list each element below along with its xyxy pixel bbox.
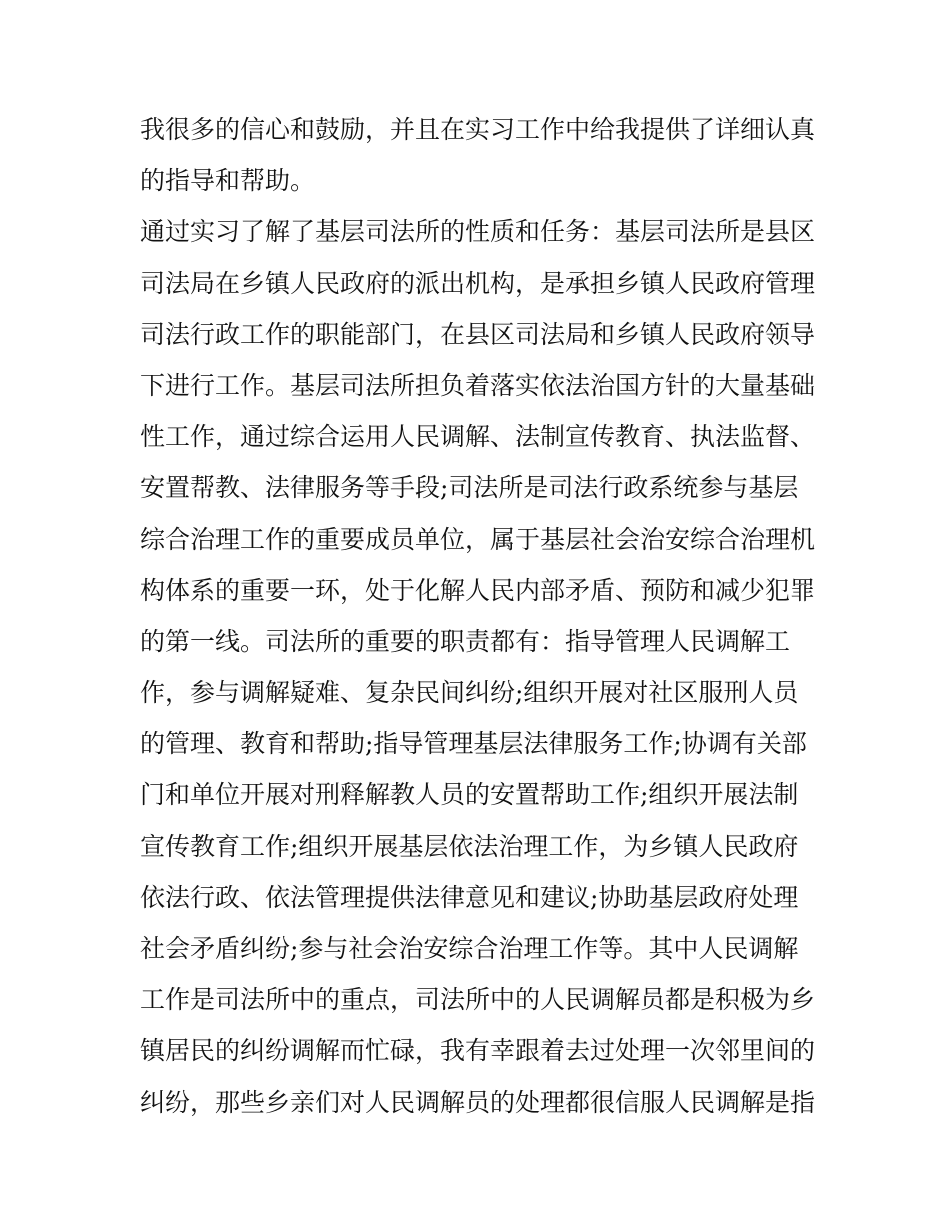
document-body (140, 104, 820, 1128)
text-line: 作，参与调解疑难、复杂民间纠纷;组织开展对社区服刑人员 (140, 678, 799, 708)
text-line: 依法行政、依法管理提供法律意见和建议;协助基层政府处理 (140, 882, 799, 912)
text-line: 宣传教育工作;组织开展基层依法治理工作，为乡镇人民政府 (140, 831, 799, 861)
text-line: 性工作，通过综合运用人民调解、法制宣传教育、执法监督、 (140, 422, 816, 452)
text-line: 安置帮教、法律服务等手段;司法所是司法行政系统参与基层 (140, 473, 799, 503)
text-line: 的指导和帮助。 (140, 166, 316, 196)
text-line: 通过实习了解了基层司法所的性质和任务：基层司法所是县区 (140, 217, 816, 247)
text-line: 司法行政工作的职能部门，在县区司法局和乡镇人民政府领导 (140, 319, 816, 349)
text-line: 纠纷，那些乡亲们对人民调解员的处理都很信服人民调解是指 (140, 1087, 816, 1117)
text-line: 的管理、教育和帮助;指导管理基层法律服务工作;协调有关部 (140, 729, 807, 759)
text-line: 综合治理工作的重要成员单位，属于基层社会治安综合治理机 (140, 524, 816, 554)
text-line: 的第一线。司法所的重要的职责都有：指导管理人民调解工 (140, 626, 791, 656)
text-line: 社会矛盾纠纷;参与社会治安综合治理工作等。其中人民调解 (140, 934, 799, 963)
text-line: 下进行工作。基层司法所担负着落实依法治国方针的大量基础 (140, 370, 816, 400)
text-line: 构体系的重要一环，处于化解人民内部矛盾、预防和减少犯罪 (140, 575, 816, 605)
text-line: 门和单位开展对刑释解教人员的安置帮助工作;组织开展法制 (140, 780, 799, 810)
text-line: 工作是司法所中的重点，司法所中的人民调解员都是积极为乡 (140, 985, 816, 1015)
text-line: 我很多的信心和鼓励，并且在实习工作中给我提供了详细认真 (140, 115, 816, 144)
text-line: 司法局在乡镇人民政府的派出机构，是承担乡镇人民政府管理 (140, 268, 816, 298)
text-line: 镇居民的纠纷调解而忙碌，我有幸跟着去过处理一次邻里间的 (140, 1036, 816, 1066)
